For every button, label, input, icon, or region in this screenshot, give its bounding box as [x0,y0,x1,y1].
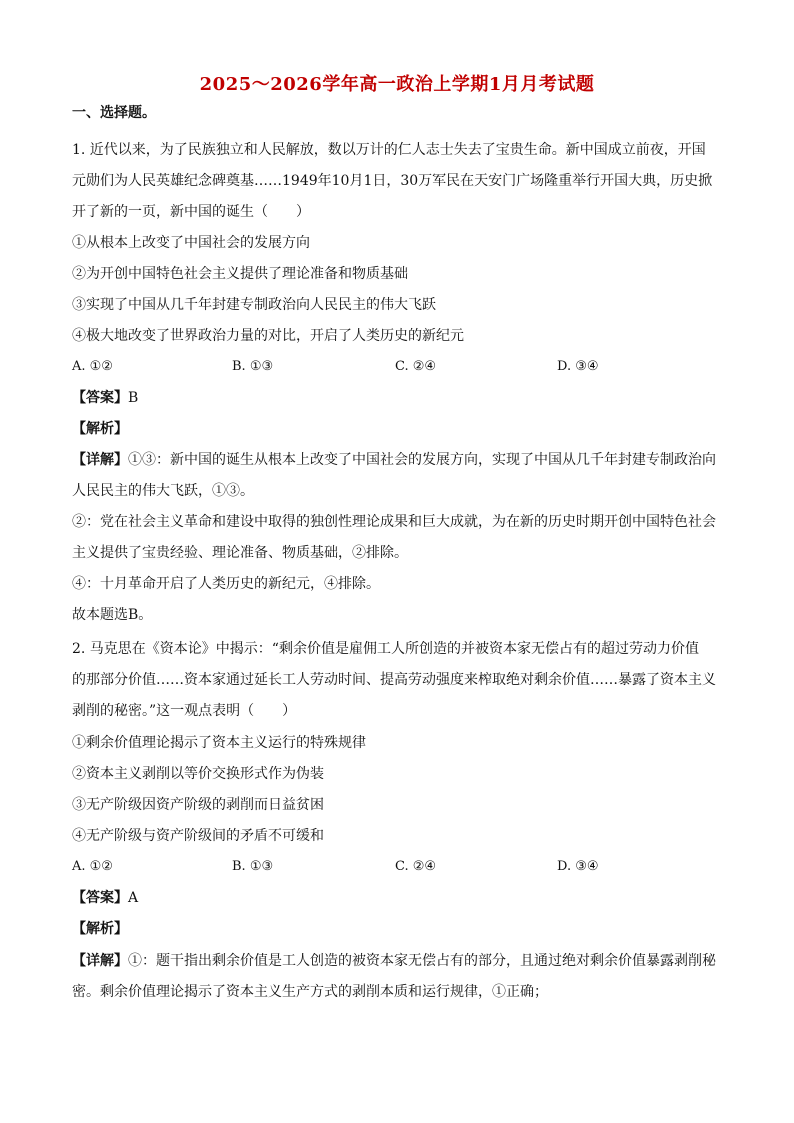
q2-item-1: ①剩余价值理论揭示了资本主义运行的特殊规律 [72,735,366,751]
q2-item-4: ④无产阶级与资产阶级间的矛盾不可缓和 [72,828,324,844]
q2-option-a: A. ①② [72,859,113,874]
q2-detail-line-2: 密。剩余价值理论揭示了资本主义生产方式的剥削本质和运行规律，①正确； [72,984,548,1000]
q1-detail-line-1 [72,450,732,470]
q1-option-b: B. ①③ [232,359,274,374]
q1-detail-line-6: 故本题选B。 [72,607,153,623]
q2-detail-text-1: ①：题干指出剩余价值是工人创造的被资本家无偿占有的部分，且通过绝对剩余价值暴露剥削秘 [128,953,716,969]
q2-option-d: D. ③④ [557,859,599,874]
q1-detail-line-2: 人民民主的伟大飞跃，①③。 [72,483,254,499]
q2-detail-line-1 [72,951,732,971]
q1-detail-line-3: ②：党在社会主义革命和建设中取得的独创性理论成果和巨大成就，为在新的历史时期开创中国特色社会 [72,514,716,530]
q1-answer [72,388,732,408]
q1-detail-label: 【详解】 [72,452,128,468]
q2-option-b: B. ①③ [232,859,274,874]
q1-options [72,357,732,377]
q2-item-2: ②资本主义剥削以等价交换形式作为伪装 [72,766,324,782]
q2-stem-line-2: 的那部分价值……资本家通过延长工人劳动时间、提高劳动强度来榨取绝对剩余价值……暴露了资本主义 [72,672,716,688]
q1-stem-line-2: 元勋们为人民英雄纪念碑奠基……1949年10月1日，30万军民在天安门广场隆重举行开国大典，历史掀 [72,173,713,189]
q2-option-c: C. ②④ [395,859,437,874]
q1-detail-line-4: 主义提供了宝贵经验、理论准备、物质基础，②排除。 [72,545,408,561]
q1-item-3: ③实现了中国从几千年封建专制政治向人民民主的伟大飞跃 [72,297,436,313]
q1-detail-line-5: ④：十月革命开启了人类历史的新纪元，④排除。 [72,576,380,592]
q1-item-4: ④极大地改变了世界政治力量的对比，开启了人类历史的新纪元 [72,328,464,344]
q2-answer [72,888,732,908]
q1-stem-line-3: 开了新的一页，新中国的诞生（ ） [72,204,310,220]
q1-stem-line-1: 1. 近代以来，为了民族独立和人民解放，数以万计的仁人志士失去了宝贵生命。新中国成立前夜，开国 [72,142,706,158]
q2-analysis-label: 【解析】 [72,921,128,937]
q1-option-c: C. ②④ [395,359,437,374]
q2-options [72,857,732,877]
q1-answer-label: 【答案】 [72,390,128,406]
q2-stem-line-3: 剥削的秘密。”这一观点表明（ ） [72,703,297,719]
q2-item-3: ③无产阶级因资产阶级的剥削而日益贫困 [72,797,324,813]
q1-detail-text-1: ①③：新中国的诞生从根本上改变了中国社会的发展方向，实现了中国从几千年封建专制政治向 [128,452,716,468]
q1-item-1: ①从根本上改变了中国社会的发展方向 [72,235,310,251]
q2-answer-value: A [128,890,139,906]
section-heading: 一、选择题。 [72,105,156,121]
document-title: 2025～2026学年高一政治上学期1月月考试题 [199,74,595,95]
q1-answer-value: B [128,390,139,406]
q2-detail-label: 【详解】 [72,953,128,969]
q1-option-a: A. ①② [72,359,113,374]
q1-option-d: D. ③④ [557,359,599,374]
q1-analysis-label: 【解析】 [72,421,128,437]
q1-item-2: ②为开创中国特色社会主义提供了理论准备和物质基础 [72,266,408,282]
q2-answer-label: 【答案】 [72,890,128,906]
q2-stem-line-1: 2. 马克思在《资本论》中揭示：“剩余价值是雇佣工人所创造的并被资本家无偿占有的超过劳动力价值 [72,641,699,657]
